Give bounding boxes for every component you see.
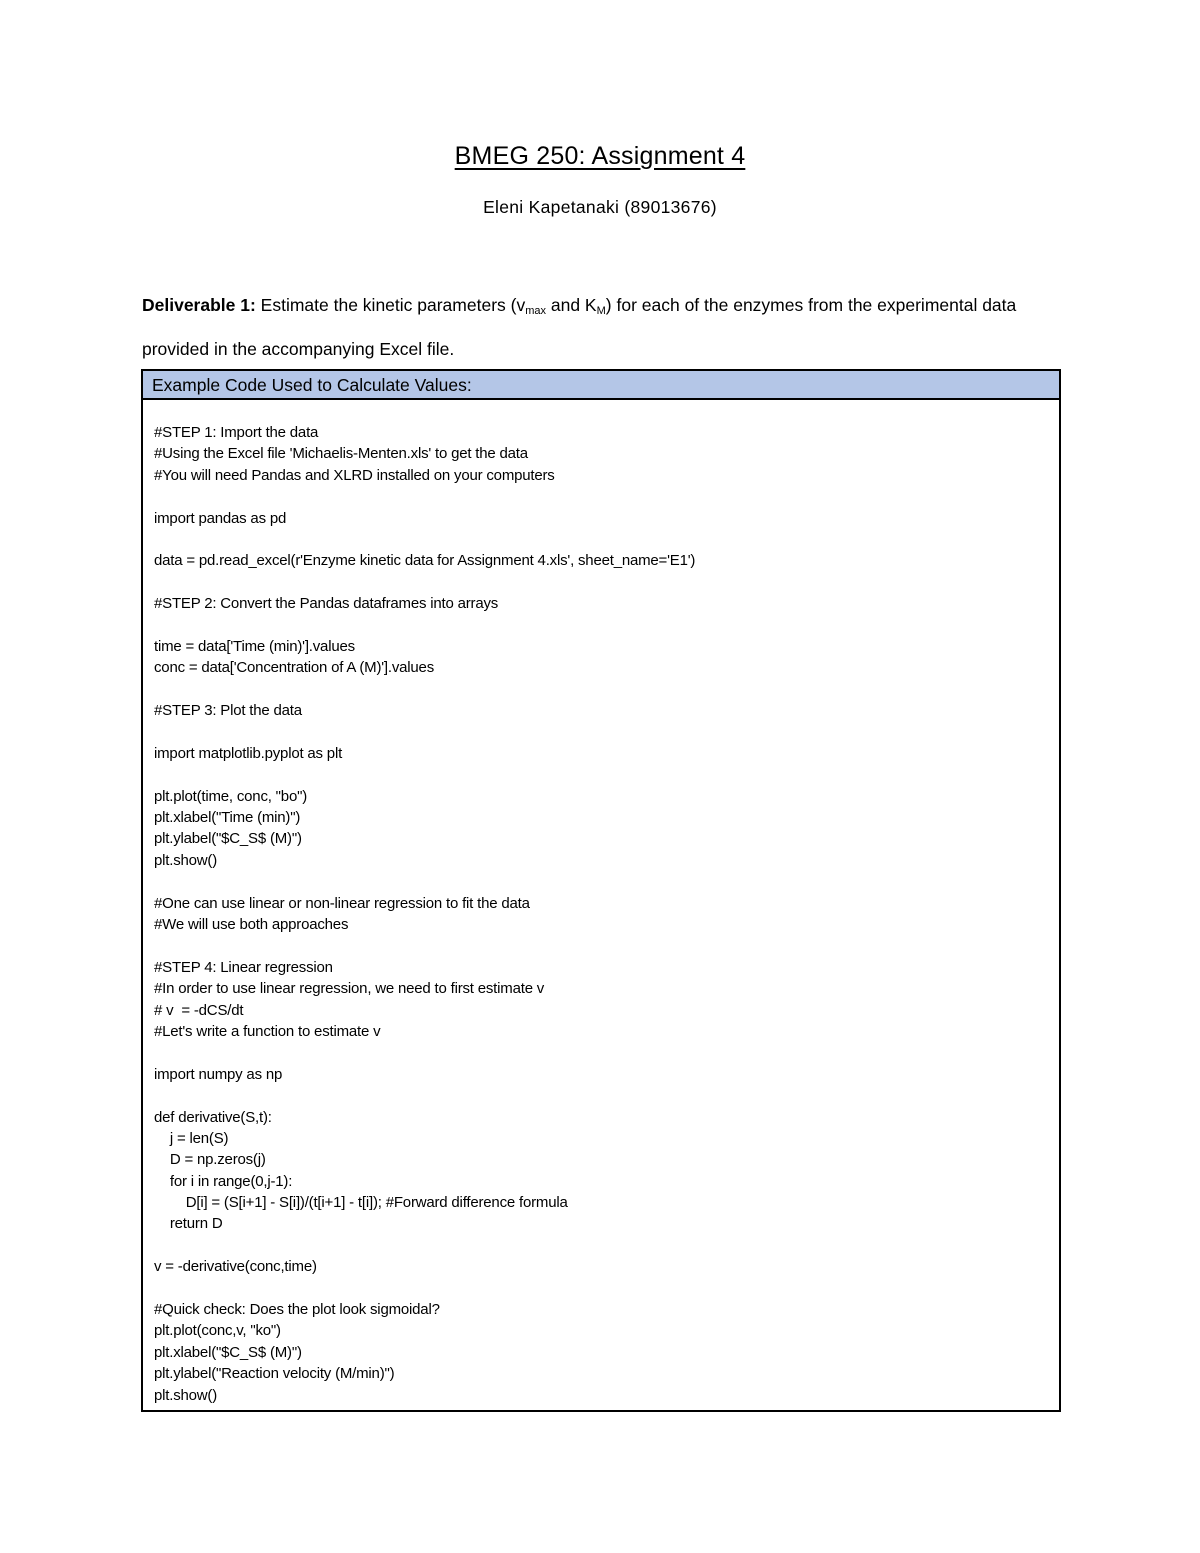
- document-title: BMEG 250: Assignment 4: [454, 142, 746, 170]
- code-line: v = -derivative(conc,time): [154, 1258, 317, 1276]
- code-line: [154, 721, 1059, 742]
- code-line: # v = -dCS/dt: [154, 1001, 244, 1019]
- code-line: #Using the Excel file 'Michaelis-Menten.xls' to get the data: [154, 445, 528, 463]
- code-line: [154, 1235, 1059, 1256]
- code-line: #You will need Pandas and XLRD installed on your computers: [154, 466, 555, 484]
- code-line: plt.xlabel("$C_S$ (M)"): [154, 1343, 302, 1361]
- code-line: j = len(S): [154, 1129, 229, 1147]
- code-line: #STEP 2: Convert the Pandas dataframes into arrays: [154, 595, 499, 613]
- vmax-subscript: max: [525, 305, 546, 317]
- code-line: import matplotlib.pyplot as plt: [154, 744, 343, 762]
- code-line: plt.ylabel("Reaction velocity (M/min)"): [154, 1365, 395, 1383]
- deliverable-text-1: Estimate the kinetic parameters (v: [255, 295, 526, 315]
- code-line: #One can use linear or non-linear regression to fit the data: [154, 894, 530, 912]
- code-line: #We will use both approaches: [154, 915, 349, 933]
- code-line: [154, 529, 1059, 550]
- code-line: plt.xlabel("Time (min)"): [154, 809, 301, 827]
- code-line: plt.show(): [154, 851, 218, 869]
- code-line: [154, 1278, 1059, 1299]
- code-line: time = data['Time (min)'].values: [154, 637, 355, 655]
- code-line: #In order to use linear regression, we need to first estimate v: [154, 980, 545, 998]
- deliverable-paragraph: [142, 283, 1062, 371]
- deliverable-text-2: and K: [546, 295, 597, 315]
- author-line: Eleni Kapetanaki (89013676): [483, 197, 717, 217]
- code-line: D = np.zeros(j): [154, 1151, 266, 1169]
- deliverable-lead: Deliverable 1:: [142, 295, 256, 315]
- code-line: def derivative(S,t):: [154, 1108, 272, 1126]
- code-box-header: Example Code Used to Calculate Values:: [143, 371, 1059, 400]
- code-line: [154, 679, 1059, 700]
- code-line: [154, 1085, 1059, 1106]
- code-line: [154, 1042, 1059, 1063]
- code-line: [154, 764, 1059, 785]
- code-line: [154, 572, 1059, 593]
- code-line: #Quick check: Does the plot look sigmoidal?: [154, 1301, 440, 1319]
- code-line: for i in range(0,j-1):: [154, 1172, 293, 1190]
- km-subscript: M: [596, 305, 606, 317]
- code-line: #STEP 3: Plot the data: [154, 702, 302, 720]
- code-line: [154, 935, 1059, 956]
- code-line: [154, 486, 1059, 507]
- code-line: data = pd.read_excel(r'Enzyme kinetic data for Assignment 4.xls', sheet_name='E1'): [154, 552, 696, 570]
- code-line: plt.ylabel("$C_S$ (M)"): [154, 830, 302, 848]
- code-line: [154, 615, 1059, 636]
- code-line: import numpy as np: [154, 1065, 283, 1083]
- deliverable-text-3: ) for each of the enzymes from the experimental data provided in the accompanying Excel file.: [142, 295, 1017, 359]
- code-line: #STEP 4: Linear regression: [154, 958, 333, 976]
- code-box: [141, 369, 1061, 1412]
- code-line: plt.show(): [154, 1386, 218, 1404]
- code-line: import pandas as pd: [154, 509, 287, 527]
- code-line: conc = data['Concentration of A (M)'].values: [154, 659, 435, 677]
- code-line: [154, 871, 1059, 892]
- code-line: plt.plot(time, conc, "bo"): [154, 787, 308, 805]
- code-line: plt.plot(conc,v, "ko"): [154, 1322, 281, 1340]
- code-line: #Let's write a function to estimate v: [154, 1022, 381, 1040]
- code-listing: [143, 400, 1059, 1406]
- code-line: return D: [154, 1215, 223, 1233]
- code-line: #STEP 1: Import the data: [154, 424, 319, 441]
- code-line: D[i] = (S[i+1] - S[i])/(t[i+1] - t[i]); #Forward difference formula: [154, 1194, 568, 1212]
